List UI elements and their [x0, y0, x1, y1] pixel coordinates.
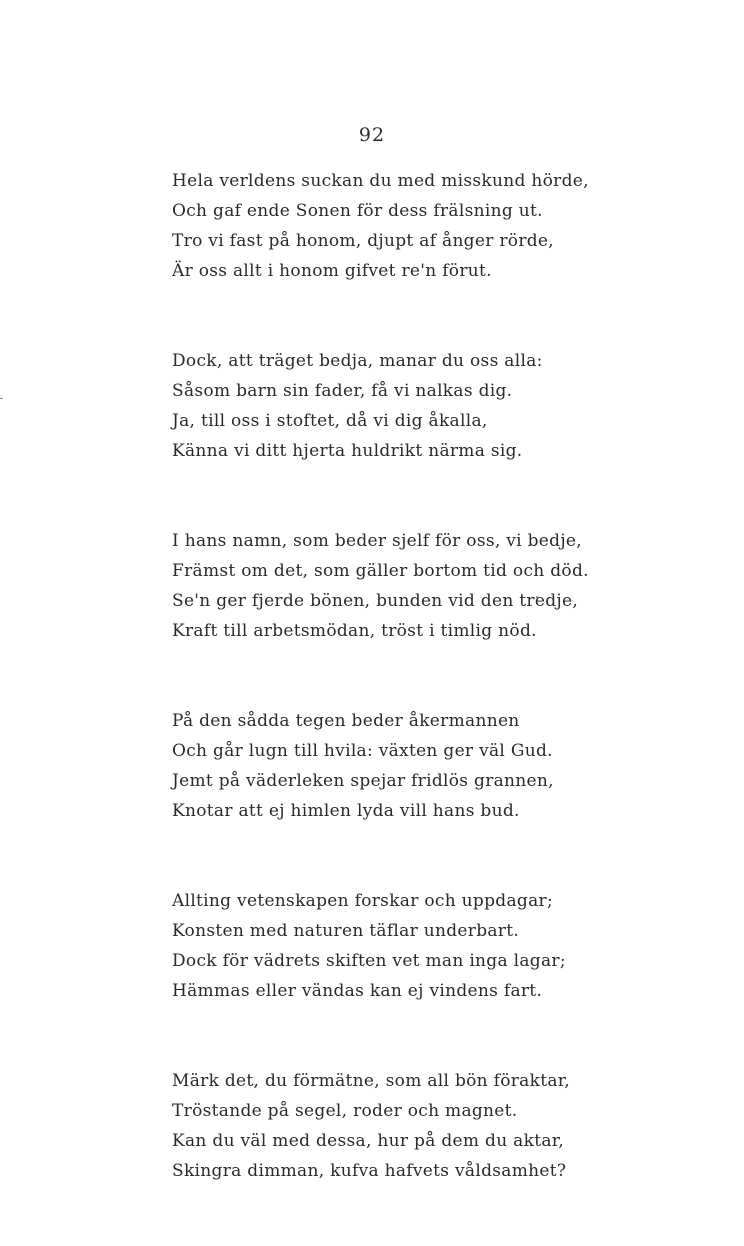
- poem-line: Dock för vädrets skiften vet man inga lagar;: [172, 951, 566, 971]
- poem-line: Ja, till oss i stoftet, då vi dig åkalla,: [172, 411, 488, 431]
- margin-mark: [0, 398, 3, 399]
- poem-line: Känna vi ditt hjerta huldrikt närma sig.: [172, 441, 523, 461]
- poem-line: I hans namn, som beder sjelf för oss, vi bedje,: [172, 531, 582, 551]
- poem-line: Hela verldens suckan du med misskund hörde,: [172, 171, 589, 191]
- poem-line: Skingra dimman, kufva hafvets våldsamhet?: [172, 1161, 567, 1181]
- poem-line: Och gaf ende Sonen för dess frälsning ut.: [172, 201, 543, 221]
- poem-line: Knotar att ej himlen lyda vill hans bud.: [172, 801, 520, 821]
- page-number: 92: [358, 124, 386, 146]
- poem: [172, 166, 612, 1246]
- poem-line: Är oss allt i honom gifvet re'n förut.: [172, 261, 492, 281]
- poem-line: Kan du väl med dessa, hur på dem du aktar,: [172, 1131, 565, 1151]
- poem-line: Kraft till arbetsmödan, tröst i timlig nöd.: [172, 621, 537, 641]
- poem-line: Såsom barn sin fader, få vi nalkas dig.: [172, 381, 513, 401]
- stanza-2: [172, 346, 612, 466]
- stanza-3: [172, 526, 612, 646]
- poem-line: På den sådda tegen beder åkermannen: [172, 711, 520, 731]
- poem-line: Och går lugn till hvila: växten ger väl Gud.: [172, 741, 553, 761]
- stanza-4: [172, 706, 612, 826]
- stanza-6: [172, 1066, 612, 1186]
- poem-line: Tröstande på segel, roder och magnet.: [172, 1101, 518, 1121]
- stanza-5: [172, 886, 612, 1006]
- poem-line: Dock, att träget bedja, manar du oss alla:: [172, 351, 543, 371]
- poem-line: Tro vi fast på honom, djupt af ånger rörde,: [172, 231, 554, 251]
- poem-line: Hämmas eller vändas kan ej vindens fart.: [172, 981, 543, 1001]
- poem-line: Se'n ger fjerde bönen, bunden vid den tredje,: [172, 591, 579, 611]
- poem-line: Konsten med naturen täflar underbart.: [172, 921, 520, 941]
- stanza-1: [172, 166, 612, 286]
- poem-line: Främst om det, som gäller bortom tid och död.: [172, 561, 589, 581]
- poem-line: Märk det, du förmätne, som all bön föraktar,: [172, 1071, 571, 1091]
- poem-line: Allting vetenskapen forskar och uppdagar;: [172, 891, 553, 911]
- poem-line: Jemt på väderleken spejar fridlös grannen,: [172, 771, 554, 791]
